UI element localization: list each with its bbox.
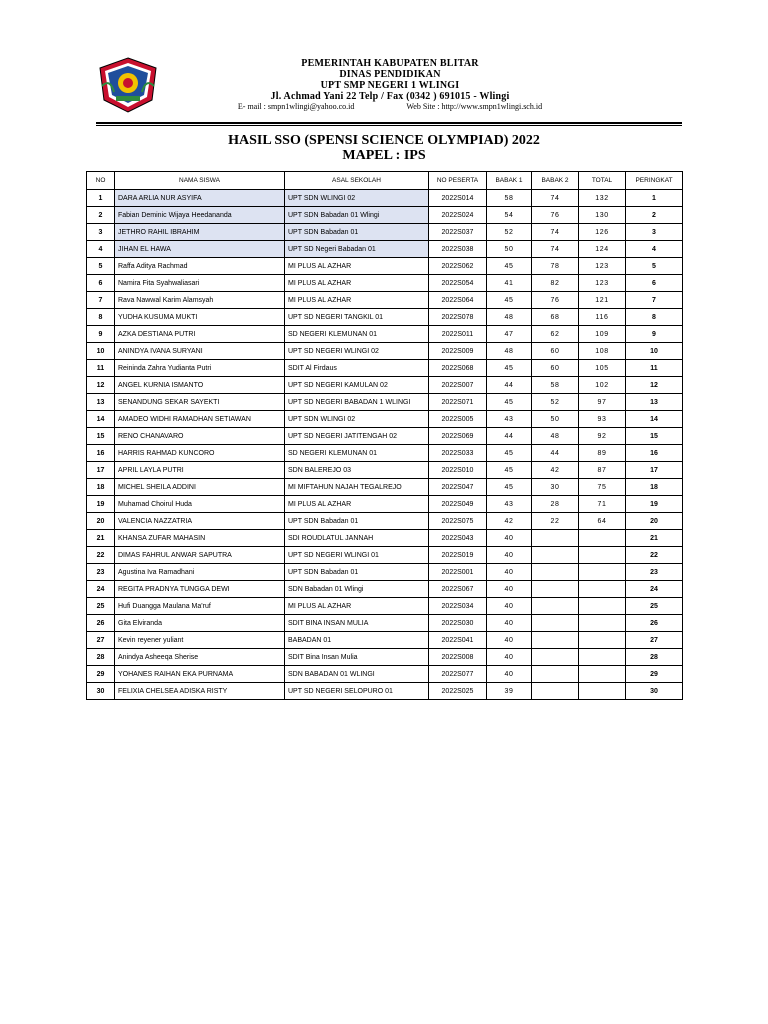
cell-school: SDIT Al Firdaus (285, 360, 429, 377)
cell-school: UPT SD NEGERI TANGKIL 01 (285, 309, 429, 326)
cell-participant-no: 2022S019 (429, 547, 487, 564)
cell-no: 29 (87, 666, 115, 683)
cell-participant-no: 2022S011 (429, 326, 487, 343)
table-row (87, 598, 683, 615)
table-row (87, 445, 683, 462)
cell-round-1: 48 (487, 343, 532, 360)
cell-round-1: 40 (487, 598, 532, 615)
cell-rank: 30 (626, 683, 683, 700)
cell-total (579, 581, 626, 598)
cell-rank: 2 (626, 207, 683, 224)
cell-participant-no: 2022S034 (429, 598, 487, 615)
table-row (87, 683, 683, 700)
cell-school: UPT SD NEGERI WLINGI 02 (285, 343, 429, 360)
cell-no: 6 (87, 275, 115, 292)
cell-rank: 22 (626, 547, 683, 564)
cell-total (579, 547, 626, 564)
cell-name: ANGEL KURNIA ISMANTO (115, 377, 285, 394)
cell-rank: 1 (626, 190, 683, 207)
cell-round-2: 48 (532, 428, 579, 445)
cell-school: UPT SD NEGERI JATITENGAH 02 (285, 428, 429, 445)
cell-round-1: 39 (487, 683, 532, 700)
cell-school: SD NEGERI KLEMUNAN 01 (285, 445, 429, 462)
cell-rank: 14 (626, 411, 683, 428)
cell-school: MI PLUS AL AZHAR (285, 275, 429, 292)
document-title (0, 133, 768, 163)
cell-participant-no: 2022S075 (429, 513, 487, 530)
cell-rank: 23 (626, 564, 683, 581)
cell-rank: 25 (626, 598, 683, 615)
cell-school: UPT SDN Babadan 01 (285, 564, 429, 581)
cell-round-1: 45 (487, 445, 532, 462)
cell-total: 93 (579, 411, 626, 428)
column-header-round-1: BABAK 1 (487, 172, 532, 190)
cell-school: UPT SD NEGERI SELOPURO 01 (285, 683, 429, 700)
cell-participant-no: 2022S025 (429, 683, 487, 700)
cell-round-1: 58 (487, 190, 532, 207)
cell-participant-no: 2022S064 (429, 292, 487, 309)
cell-round-1: 44 (487, 377, 532, 394)
cell-total: 102 (579, 377, 626, 394)
cell-round-1: 54 (487, 207, 532, 224)
table-row (87, 632, 683, 649)
cell-rank: 26 (626, 615, 683, 632)
cell-round-2: 74 (532, 224, 579, 241)
cell-total: 87 (579, 462, 626, 479)
cell-school: UPT SDN Babadan 01 (285, 224, 429, 241)
cell-round-2 (532, 683, 579, 700)
cell-round-1: 50 (487, 241, 532, 258)
cell-round-1: 43 (487, 496, 532, 513)
cell-participant-no: 2022S007 (429, 377, 487, 394)
table-row (87, 343, 683, 360)
cell-no: 12 (87, 377, 115, 394)
cell-total: 71 (579, 496, 626, 513)
cell-round-1: 40 (487, 564, 532, 581)
cell-round-2: 50 (532, 411, 579, 428)
table-row (87, 258, 683, 275)
cell-no: 13 (87, 394, 115, 411)
cell-rank: 15 (626, 428, 683, 445)
cell-name: DIMAS FAHRUL ANWAR SAPUTRA (115, 547, 285, 564)
cell-round-1: 48 (487, 309, 532, 326)
cell-round-2 (532, 615, 579, 632)
table-row (87, 428, 683, 445)
school-address: Jl. Achmad Yani 22 Telp / Fax (0342 ) 691015 - Wlingi (270, 91, 510, 102)
cell-round-2: 76 (532, 207, 579, 224)
cell-round-1: 40 (487, 632, 532, 649)
cell-no: 8 (87, 309, 115, 326)
column-header-total: TOTAL (579, 172, 626, 190)
cell-school: SDI ROUDLATUL JANNAH (285, 530, 429, 547)
cell-name: REGITA PRADNYA TUNGGA DEWI (115, 581, 285, 598)
table-row (87, 462, 683, 479)
cell-round-2: 60 (532, 360, 579, 377)
cell-name: SENANDUNG SEKAR SAYEKTI (115, 394, 285, 411)
cell-name: Kevin reyener yuliant (115, 632, 285, 649)
cell-school: MI PLUS AL AZHAR (285, 496, 429, 513)
cell-round-1: 45 (487, 258, 532, 275)
cell-no: 4 (87, 241, 115, 258)
cell-no: 24 (87, 581, 115, 598)
cell-participant-no: 2022S071 (429, 394, 487, 411)
table-row (87, 615, 683, 632)
cell-rank: 21 (626, 530, 683, 547)
cell-round-1: 47 (487, 326, 532, 343)
cell-total: 109 (579, 326, 626, 343)
cell-round-2 (532, 564, 579, 581)
cell-no: 19 (87, 496, 115, 513)
cell-school: BABADAN 01 (285, 632, 429, 649)
cell-participant-no: 2022S001 (429, 564, 487, 581)
cell-rank: 4 (626, 241, 683, 258)
cell-participant-no: 2022S041 (429, 632, 487, 649)
cell-round-2: 30 (532, 479, 579, 496)
cell-school: UPT SDN WLINGI 02 (285, 190, 429, 207)
school-name: UPT SMP NEGERI 1 WLINGI (320, 80, 460, 91)
cell-round-2: 74 (532, 241, 579, 258)
cell-rank: 10 (626, 343, 683, 360)
cell-round-2: 52 (532, 394, 579, 411)
cell-participant-no: 2022S043 (429, 530, 487, 547)
cell-total: 108 (579, 343, 626, 360)
cell-rank: 16 (626, 445, 683, 462)
cell-round-2 (532, 649, 579, 666)
cell-participant-no: 2022S037 (429, 224, 487, 241)
cell-total (579, 615, 626, 632)
cell-total (579, 632, 626, 649)
government-name: PEMERINTAH KABUPATEN BLITAR (301, 58, 479, 69)
table-row (87, 241, 683, 258)
cell-round-1: 40 (487, 649, 532, 666)
blitar-regency-emblem (96, 56, 160, 114)
cell-rank: 6 (626, 275, 683, 292)
cell-round-2 (532, 547, 579, 564)
cell-name: Anindya Asheeqa Sherise (115, 649, 285, 666)
cell-name: Raffa Aditya Rachmad (115, 258, 285, 275)
cell-name: MICHEL SHEILA ADDINI (115, 479, 285, 496)
cell-round-1: 45 (487, 292, 532, 309)
cell-round-2: 68 (532, 309, 579, 326)
cell-name: DARA ARLIA NUR ASYIFA (115, 190, 285, 207)
table-row (87, 275, 683, 292)
cell-round-2 (532, 632, 579, 649)
cell-school: UPT SD NEGERI KAMULAN 02 (285, 377, 429, 394)
cell-round-2: 44 (532, 445, 579, 462)
cell-participant-no: 2022S062 (429, 258, 487, 275)
cell-school: UPT SD Negeri Babadan 01 (285, 241, 429, 258)
cell-round-2: 22 (532, 513, 579, 530)
cell-total (579, 683, 626, 700)
cell-rank: 12 (626, 377, 683, 394)
cell-no: 27 (87, 632, 115, 649)
cell-total: 89 (579, 445, 626, 462)
cell-no: 1 (87, 190, 115, 207)
cell-no: 18 (87, 479, 115, 496)
cell-school: SDN BABADAN 01 WLINGI (285, 666, 429, 683)
cell-round-1: 45 (487, 394, 532, 411)
cell-round-1: 43 (487, 411, 532, 428)
table-row (87, 479, 683, 496)
email-text: E- mail : smpn1wlingi@yahoo.co.id (237, 102, 355, 111)
cell-school: UPT SDN WLINGI 02 (285, 411, 429, 428)
cell-round-2: 74 (532, 190, 579, 207)
cell-round-2 (532, 666, 579, 683)
cell-school: SD NEGERI KLEMUNAN 01 (285, 326, 429, 343)
cell-round-2 (532, 598, 579, 615)
table-row (87, 326, 683, 343)
cell-rank: 8 (626, 309, 683, 326)
cell-round-2: 62 (532, 326, 579, 343)
cell-participant-no: 2022S038 (429, 241, 487, 258)
letterhead-rule-thick (96, 122, 682, 124)
cell-no: 3 (87, 224, 115, 241)
cell-rank: 27 (626, 632, 683, 649)
cell-name: AZKA DESTIANA PUTRI (115, 326, 285, 343)
table-row (87, 411, 683, 428)
cell-name: JIHAN EL HAWA (115, 241, 285, 258)
table-body (87, 190, 683, 700)
cell-round-1: 40 (487, 530, 532, 547)
cell-rank: 28 (626, 649, 683, 666)
cell-participant-no: 2022S008 (429, 649, 487, 666)
cell-round-1: 40 (487, 547, 532, 564)
cell-no: 14 (87, 411, 115, 428)
cell-rank: 13 (626, 394, 683, 411)
cell-no: 20 (87, 513, 115, 530)
cell-participant-no: 2022S077 (429, 666, 487, 683)
cell-round-1: 44 (487, 428, 532, 445)
cell-round-2: 28 (532, 496, 579, 513)
cell-school: MI PLUS AL AZHAR (285, 258, 429, 275)
cell-name: Fabian Deminic Wijaya Heedananda (115, 207, 285, 224)
cell-round-1: 45 (487, 360, 532, 377)
cell-round-2: 76 (532, 292, 579, 309)
cell-rank: 3 (626, 224, 683, 241)
cell-no: 2 (87, 207, 115, 224)
table-row (87, 360, 683, 377)
cell-total: 97 (579, 394, 626, 411)
table-row (87, 292, 683, 309)
cell-rank: 18 (626, 479, 683, 496)
cell-total: 75 (579, 479, 626, 496)
table-row (87, 513, 683, 530)
cell-rank: 20 (626, 513, 683, 530)
cell-name: FELIXIA CHELSEA ADISKA RISTY (115, 683, 285, 700)
letterhead (180, 58, 600, 112)
cell-round-1: 52 (487, 224, 532, 241)
cell-round-1: 41 (487, 275, 532, 292)
cell-total: 130 (579, 207, 626, 224)
title-subject: MAPEL : IPS (342, 148, 426, 163)
cell-total: 123 (579, 275, 626, 292)
cell-no: 16 (87, 445, 115, 462)
cell-no: 11 (87, 360, 115, 377)
cell-round-2: 78 (532, 258, 579, 275)
cell-round-1: 40 (487, 615, 532, 632)
results-table (86, 171, 683, 700)
cell-name: Reininda Zahra Yudianta Putri (115, 360, 285, 377)
cell-total (579, 649, 626, 666)
cell-participant-no: 2022S014 (429, 190, 487, 207)
column-header-round-2: BABAK 2 (532, 172, 579, 190)
column-header-no: NO (87, 172, 115, 190)
cell-name: VALENCIA NAZZATRIA (115, 513, 285, 530)
cell-school: UPT SD NEGERI BABADAN 1 WLINGI (285, 394, 429, 411)
table-row (87, 207, 683, 224)
table-row (87, 649, 683, 666)
cell-total (579, 598, 626, 615)
cell-no: 10 (87, 343, 115, 360)
cell-no: 26 (87, 615, 115, 632)
cell-no: 28 (87, 649, 115, 666)
cell-no: 9 (87, 326, 115, 343)
cell-name: APRIL LAYLA PUTRI (115, 462, 285, 479)
table-row (87, 377, 683, 394)
cell-round-2: 58 (532, 377, 579, 394)
cell-no: 22 (87, 547, 115, 564)
table-row (87, 564, 683, 581)
cell-round-1: 40 (487, 666, 532, 683)
cell-participant-no: 2022S047 (429, 479, 487, 496)
contact-line (180, 102, 600, 112)
cell-total: 116 (579, 309, 626, 326)
table-row (87, 530, 683, 547)
cell-participant-no: 2022S024 (429, 207, 487, 224)
cell-rank: 17 (626, 462, 683, 479)
cell-participant-no: 2022S068 (429, 360, 487, 377)
table-row (87, 581, 683, 598)
table-row (87, 496, 683, 513)
cell-total: 132 (579, 190, 626, 207)
cell-school: SDN Babadan 01 Wlingi (285, 581, 429, 598)
column-header-name: NAMA SISWA (115, 172, 285, 190)
letterhead-rule-thin (96, 125, 682, 126)
table-row (87, 666, 683, 683)
cell-participant-no: 2022S030 (429, 615, 487, 632)
cell-no: 15 (87, 428, 115, 445)
cell-name: RENO CHANAVARO (115, 428, 285, 445)
cell-total: 126 (579, 224, 626, 241)
cell-school: UPT SDN Babadan 01 (285, 513, 429, 530)
cell-rank: 24 (626, 581, 683, 598)
cell-total: 124 (579, 241, 626, 258)
cell-round-2: 60 (532, 343, 579, 360)
cell-name: Hufi Duangga Maulana Ma'ruf (115, 598, 285, 615)
cell-total: 121 (579, 292, 626, 309)
cell-name: Agustina Iva Ramadhani (115, 564, 285, 581)
cell-total: 64 (579, 513, 626, 530)
cell-school: SDN BALEREJO 03 (285, 462, 429, 479)
cell-rank: 19 (626, 496, 683, 513)
cell-participant-no: 2022S054 (429, 275, 487, 292)
cell-no: 17 (87, 462, 115, 479)
cell-round-1: 45 (487, 479, 532, 496)
cell-total (579, 564, 626, 581)
cell-name: JETHRO RAHIL IBRAHIM (115, 224, 285, 241)
cell-round-1: 42 (487, 513, 532, 530)
table-row (87, 190, 683, 207)
column-header-school: ASAL SEKOLAH (285, 172, 429, 190)
cell-round-2 (532, 581, 579, 598)
cell-school: SDIT BINA INSAN MULIA (285, 615, 429, 632)
cell-school: UPT SDN Babadan 01 Wlingi (285, 207, 429, 224)
table-header-row (87, 172, 683, 190)
table-row (87, 224, 683, 241)
column-header-rank: PERINGKAT (626, 172, 683, 190)
cell-no: 23 (87, 564, 115, 581)
cell-name: Rava Nawwal Karim Alamsyah (115, 292, 285, 309)
table-row (87, 547, 683, 564)
cell-name: Muhamad Choirul Huda (115, 496, 285, 513)
cell-total (579, 530, 626, 547)
cell-no: 25 (87, 598, 115, 615)
column-header-participant-no: NO PESERTA (429, 172, 487, 190)
cell-name: HARRIS RAHMAD KUNCORO (115, 445, 285, 462)
cell-rank: 7 (626, 292, 683, 309)
cell-name: ANINDYA IVANA SURYANI (115, 343, 285, 360)
cell-total: 105 (579, 360, 626, 377)
cell-total: 92 (579, 428, 626, 445)
cell-round-2: 42 (532, 462, 579, 479)
cell-school: UPT SD NEGERI WLINGI 01 (285, 547, 429, 564)
cell-no: 21 (87, 530, 115, 547)
cell-participant-no: 2022S067 (429, 581, 487, 598)
table-row (87, 309, 683, 326)
cell-participant-no: 2022S078 (429, 309, 487, 326)
department-name: DINAS PENDIDIKAN (339, 69, 441, 80)
cell-school: MI PLUS AL AZHAR (285, 598, 429, 615)
cell-name: YUDHA KUSUMA MUKTI (115, 309, 285, 326)
cell-participant-no: 2022S049 (429, 496, 487, 513)
cell-participant-no: 2022S033 (429, 445, 487, 462)
cell-participant-no: 2022S005 (429, 411, 487, 428)
cell-round-1: 45 (487, 462, 532, 479)
cell-name: KHANSA ZUFAR MAHASIN (115, 530, 285, 547)
cell-rank: 29 (626, 666, 683, 683)
cell-round-1: 40 (487, 581, 532, 598)
cell-name: Namira Fita Syahwaliasari (115, 275, 285, 292)
cell-participant-no: 2022S010 (429, 462, 487, 479)
title-main: HASIL SSO (SPENSI SCIENCE OLYMPIAD) 2022 (228, 133, 540, 148)
cell-no: 5 (87, 258, 115, 275)
cell-rank: 9 (626, 326, 683, 343)
table-row (87, 394, 683, 411)
cell-round-2 (532, 530, 579, 547)
cell-rank: 11 (626, 360, 683, 377)
cell-rank: 5 (626, 258, 683, 275)
cell-participant-no: 2022S009 (429, 343, 487, 360)
cell-name: AMADEO WIDHI RAMADHAN SETIAWAN (115, 411, 285, 428)
cell-school: MI PLUS AL AZHAR (285, 292, 429, 309)
cell-total: 123 (579, 258, 626, 275)
cell-total (579, 666, 626, 683)
cell-no: 30 (87, 683, 115, 700)
cell-school: SDIT Bina Insan Mulia (285, 649, 429, 666)
cell-round-2: 82 (532, 275, 579, 292)
cell-name: Gita Elviranda (115, 615, 285, 632)
cell-school: MI MIFTAHUN NAJAH TEGALREJO (285, 479, 429, 496)
cell-no: 7 (87, 292, 115, 309)
cell-participant-no: 2022S069 (429, 428, 487, 445)
cell-name: YOHANES RAIHAN EKA PURNAMA (115, 666, 285, 683)
website-text: Web Site : http://www.smpn1wlingi.sch.id (406, 102, 543, 111)
